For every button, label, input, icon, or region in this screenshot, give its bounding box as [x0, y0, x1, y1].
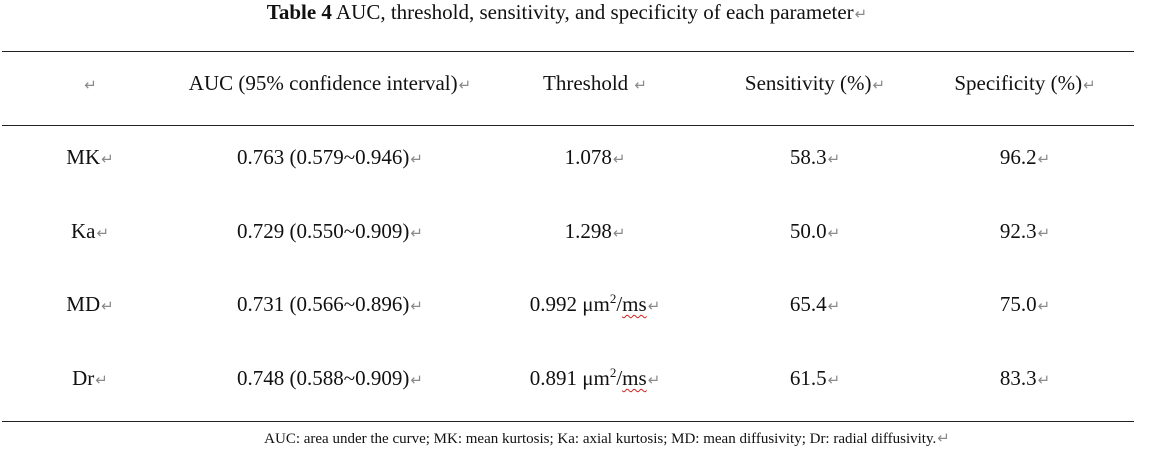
threshold-cell: 0.891 $\mu m^2/ms↵$: [529, 365, 661, 390]
sensitivity-cell: 50.0↵: [789, 219, 841, 243]
paragraph-mark-icon: ↵: [1037, 371, 1051, 389]
sensitivity-cell: 65.4↵: [789, 292, 841, 316]
bottom-rule: [2, 421, 1134, 422]
specificity-cell: 83.3↵: [999, 366, 1051, 390]
table-label: Table 4: [266, 0, 332, 24]
paragraph-mark-icon: ↵: [410, 371, 423, 389]
paragraph-mark-icon: ↵: [95, 371, 108, 389]
paragraph-mark-icon: ↵: [101, 150, 114, 168]
sensitivity-cell: 61.5↵: [789, 366, 841, 390]
paragraph-mark-icon: ↵: [1037, 297, 1051, 315]
header-cell-specificity: Specificity (%)↵: [954, 71, 1096, 95]
threshold-cell: 1.078↵: [564, 145, 626, 169]
paragraph-mark-icon: ↵: [647, 371, 661, 389]
param-cell: MK↵: [66, 145, 114, 169]
specificity-cell: 92.3↵: [999, 219, 1051, 243]
auc-cell: 0.729 (0.550~0.909)↵: [237, 219, 423, 243]
param-cell: Ka↵: [70, 219, 110, 243]
header-row: [0, 68, 1149, 98]
paragraph-mark-icon: ↵: [1037, 224, 1051, 242]
spellcheck-underline: ms: [622, 292, 647, 316]
specificity-cell: 75.0↵: [999, 292, 1051, 316]
paragraph-mark-icon: ↵: [84, 76, 97, 94]
auc-cell: 0.748 (0.588~0.909)↵: [237, 366, 423, 390]
paragraph-mark-icon: ↵: [410, 150, 423, 168]
table-row: [0, 216, 1149, 246]
header-rule: [2, 125, 1134, 126]
spellcheck-underline: ms: [622, 366, 647, 390]
paragraph-mark-icon: ↵: [458, 76, 472, 94]
paragraph-mark-icon: ↵: [827, 371, 841, 389]
param-cell: Dr↵: [72, 366, 108, 390]
paragraph-mark-icon: ↵: [1037, 150, 1051, 168]
table-footnote: AUC: area under the curve; MK: mean kurtosis; Ka: axial kurtosis; MD: mean diffusivity; Dr: radial diffusivity.↵: [264, 429, 950, 447]
table-title: [0, 0, 1134, 26]
sensitivity-cell: 58.3↵: [789, 145, 841, 169]
paragraph-mark-icon: ↵: [612, 150, 626, 168]
table-caption: AUC, threshold, sensitivity, and specificity of each parameter: [331, 0, 854, 24]
table-row: [0, 363, 1149, 393]
param-cell: MD↵: [66, 292, 114, 316]
header-cell-param: [40, 68, 140, 100]
auc-cell: 0.763 (0.579~0.946)↵: [237, 145, 423, 169]
paragraph-mark-icon: ↵: [827, 224, 841, 242]
paragraph-mark-icon: ↵: [101, 297, 114, 315]
threshold-cell: 0.992 $\mu m^2/ms↵$: [529, 291, 661, 316]
header-cell-auc: AUC (95% confidence interval)↵: [188, 71, 472, 95]
paragraph-mark-icon: ↵: [1083, 76, 1096, 94]
paragraph-mark-icon: ↵: [410, 297, 423, 315]
header-cell-sensitivity: Sensitivity (%)↵: [744, 71, 886, 95]
paragraph-mark-icon: ↵: [937, 429, 950, 447]
paragraph-mark-icon: ↵: [96, 224, 110, 242]
header-cell-threshold: Threshold ↵: [543, 71, 647, 95]
top-rule: [2, 51, 1134, 52]
paragraph-mark-icon: ↵: [827, 297, 841, 315]
threshold-cell: 1.298↵: [564, 219, 626, 243]
paragraph-mark-icon: ↵: [612, 224, 626, 242]
paragraph-mark-icon: ↵: [647, 297, 661, 315]
paragraph-mark-icon: ↵: [872, 76, 886, 94]
paragraph-mark-icon: ↵: [410, 224, 423, 242]
table-row: [0, 289, 1149, 319]
paragraph-mark-icon: ↵: [827, 150, 841, 168]
auc-cell: 0.731 (0.566~0.896)↵: [237, 292, 423, 316]
specificity-cell: 96.2↵: [999, 145, 1051, 169]
paragraph-mark-icon: ↵: [854, 5, 868, 23]
table-row: [0, 142, 1149, 172]
paragraph-mark-icon: ↵: [634, 76, 647, 94]
